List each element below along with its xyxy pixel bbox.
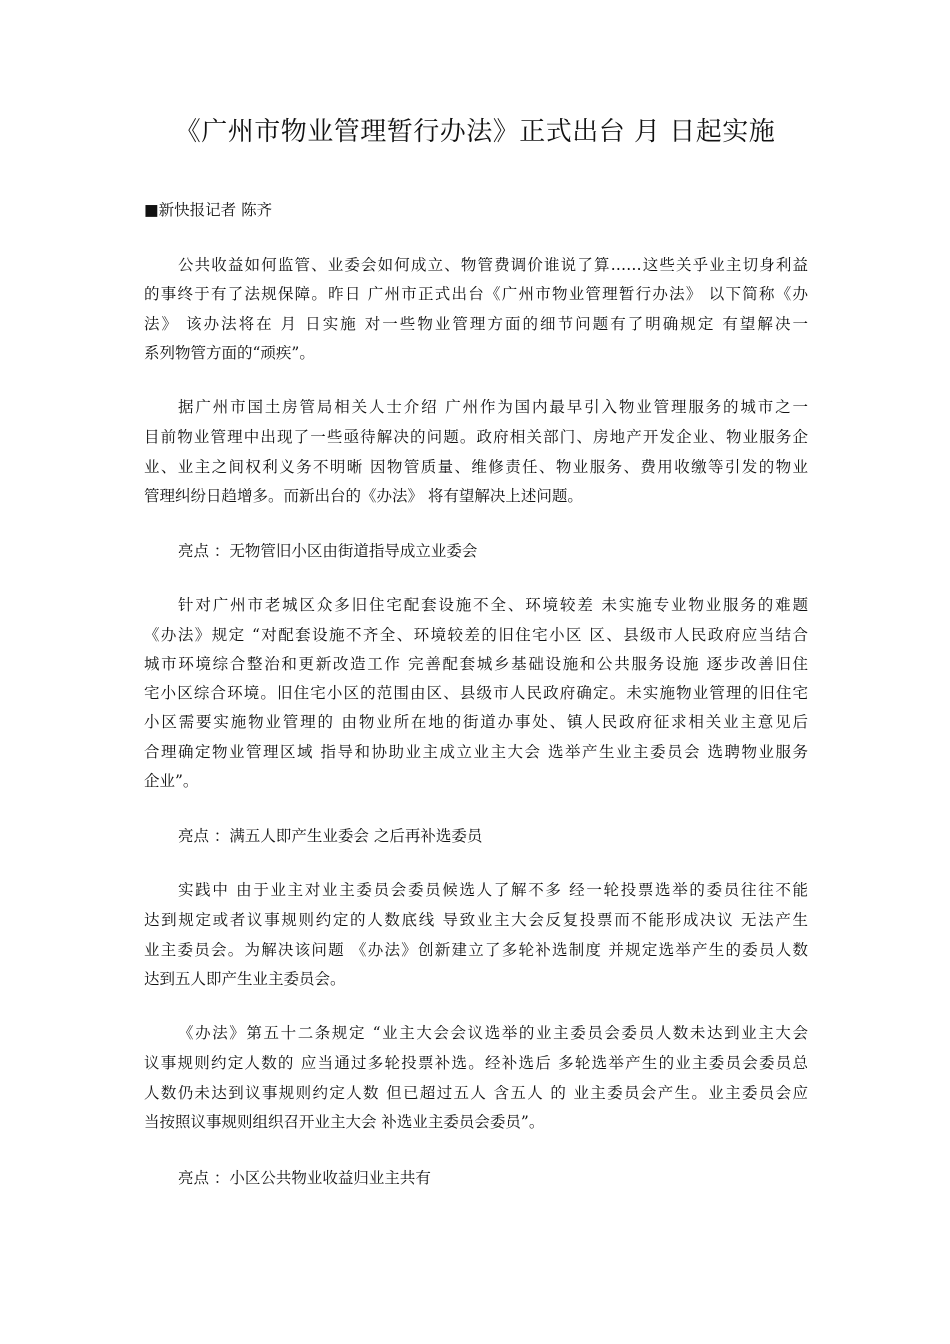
paragraph-5-line-4: 当按照议事规则组织召开业主大会 补选业主委员会委员”。 — [144, 1113, 545, 1131]
paragraph-3-line-5: 小区需要实施物业管理的 由物业所在地的街道办事处、镇人民政府征求相关业主意见后 — [144, 713, 808, 731]
paragraph-4-line-1: 实践中 由于业主对业主委员会委员候选人了解不多 经一轮投票选举的委员往往不能 — [178, 881, 808, 899]
paragraph-4-line-3: 业主委员会。为解决该问题 《办法》创新建立了多轮补选制度 并规定选举产生的委员人数 — [144, 941, 808, 959]
paragraph-3-line-1: 针对广州市老城区众多旧住宅配套设施不全、环境较差 未实施专业物业服务的难题 — [178, 596, 808, 614]
highlight-heading-1: 亮点 ：无物管旧小区由街道指导成立业委会 — [178, 542, 478, 560]
paragraph-3-line-2: 《办法》规定 “对配套设施不齐全、环境较差的旧住宅小区 区、县级市人民政府应当结合 — [144, 626, 808, 644]
paragraph-3-line-7: 企业”。 — [144, 772, 199, 790]
paragraph-2-line-3: 业、业主之间权利义务不明晰 因物管质量、维修责任、物业服务、费用收缴等引发的物业 — [144, 458, 808, 476]
paragraph-2-line-2: 目前物业管理中出现了一些亟待解决的问题。政府相关部门、房地产开发企业、物业服务企 — [144, 428, 808, 446]
paragraph-3-line-3: 城市环境综合整治和更新改造工作 完善配套城乡基础设施和公共服务设施 逐步改善旧住 — [144, 655, 808, 673]
paragraph-5-line-1: 《办法》第五十二条规定 “业主大会会议选举的业主委员会委员人数未达到业主大会 — [178, 1024, 808, 1042]
highlight-heading-3: 亮点 ：小区公共物业收益归业主共有 — [178, 1169, 431, 1187]
paragraph-1-line-1: 公共收益如何监管、业委会如何成立、物管费调价谁说了算……这些关乎业主切身利益 — [178, 256, 808, 274]
paragraph-4-line-2: 达到规定或者议事规则约定的人数底线 导致业主大会反复投票而不能形成决议 无法产生 — [144, 911, 808, 929]
paragraph-2-line-4: 管理纠纷日趋增多。而新出台的《办法》 将有望解决上述问题。 — [144, 487, 583, 505]
paragraph-2-line-1: 据广州市国土房管局相关人士介绍 广州作为国内最早引入物业管理服务的城市之一 — [178, 398, 808, 416]
paragraph-5-line-2: 议事规则约定人数的 应当通过多轮投票补选。经补选后 多轮选举产生的业主委员会委员总 — [144, 1054, 808, 1072]
paragraph-5-line-3: 人数仍未达到议事规则约定人数 但已超过五人 含五人 的 业主委员会产生。业主委员会应 — [144, 1084, 808, 1102]
paragraph-1-line-2: 的事终于有了法规保障。昨日 广州市正式出台《广州市物业管理暂行办法》 以下简称《办 — [144, 285, 808, 303]
paragraph-4-line-4: 达到五人即产生业主委员会。 — [144, 970, 346, 988]
paragraph-3-line-4: 宅小区综合环境。旧住宅小区的范围由区、县级市人民政府确定。未实施物业管理的旧住宅 — [144, 684, 808, 702]
paragraph-1-line-3: 法》 该办法将在 月 日实施 对一些物业管理方面的细节问题有了明确规定 有望解决一 — [144, 315, 808, 333]
article-title: 《广州市物业管理暂行办法》正式出台 月 日起实施 — [174, 117, 776, 147]
paragraph-1-line-4: 系列物管方面的“顽疾”。 — [144, 344, 315, 362]
paragraph-3-line-6: 合理确定物业管理区域 指导和协助业主成立业主大会 选举产生业主委员会 选聘物业服务 — [144, 743, 808, 761]
highlight-heading-2: 亮点 ：满五人即产生业委会 之后再补选委员 — [178, 827, 483, 845]
byline: ■新快报记者 陈齐 — [144, 201, 273, 219]
